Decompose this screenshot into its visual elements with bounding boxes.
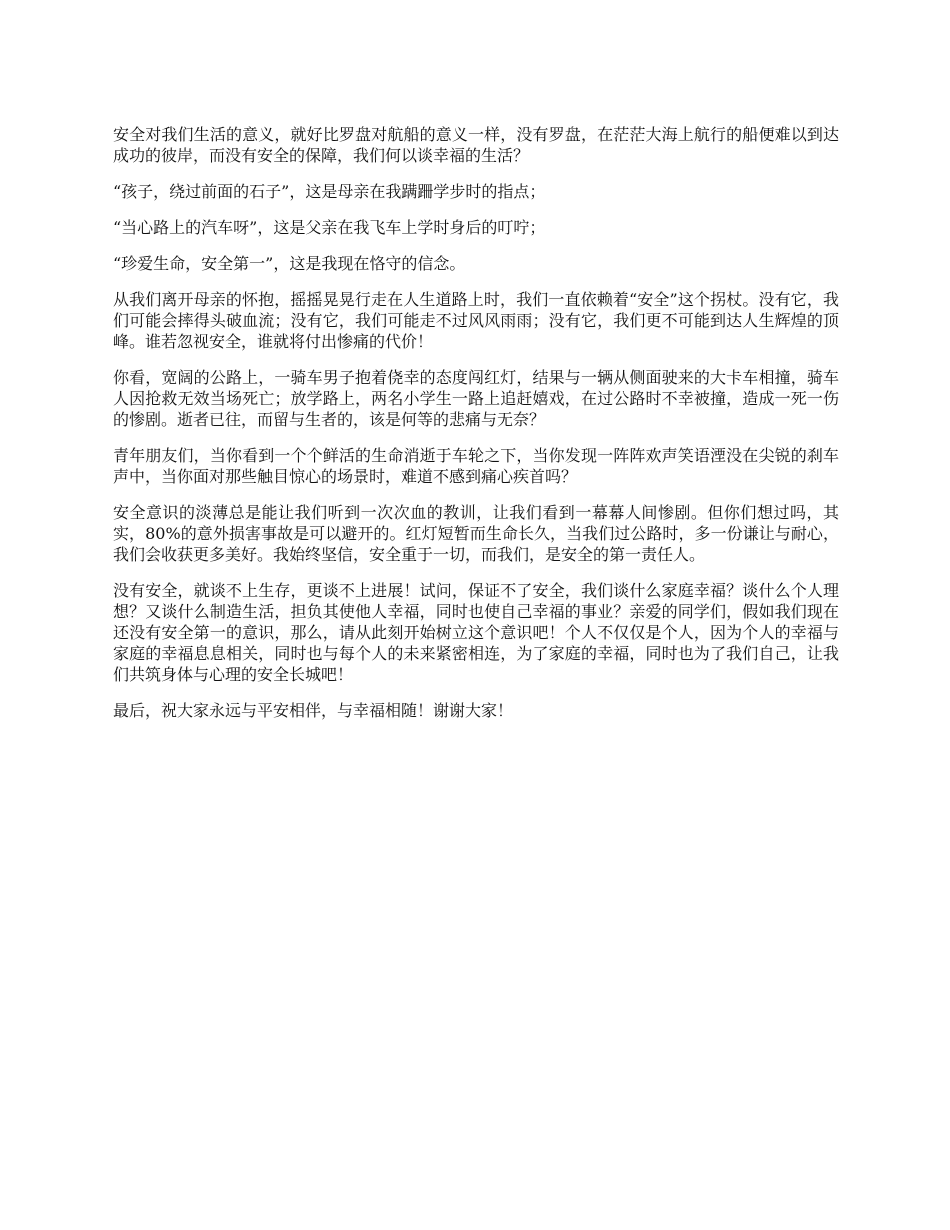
paragraph-father-quote: “当心路上的汽车呀”，这是父亲在我飞车上学时身后的叮咛； (113, 218, 546, 237)
paragraph-mother-quote: “孩子，绕过前面的石子”，这是母亲在我蹒跚学步时的指点； (113, 182, 546, 201)
paragraph-closing: 最后，祝大家永远与平安相伴，与幸福相随！谢谢大家！ (113, 701, 514, 720)
paragraph-accident-examples: 你看，宽阔的公路上，一骑车男子抱着侥幸的态度闯红灯，结果与一辆从侧面驶来的大卡车相撞，骑车人因抢救无效当场死亡；放学路上，两名小学生一路上追赶嬉戏，在过公路时不幸被撞，造成一死一伤的惨剧。逝者已往，而留与生者的，该是何等的悲痛与无奈？ (113, 368, 839, 429)
paragraph-belief-quote: “珍爱生命，安全第一”，这是我现在恪守的信念。 (113, 254, 466, 273)
paragraph-intro: 安全对我们生活的意义，就好比罗盘对航船的意义一样，没有罗盘，在茫茫大海上航行的船便难以到达成功的彼岸，而没有安全的保障，我们何以谈幸福的生活？ (113, 125, 839, 165)
paragraph-no-safety: 没有安全，就谈不上生存，更谈不上进展！试问，保证不了安全，我们谈什么家庭幸福？谈什么个人理想？又谈什么制造生活，担负其使他人幸福，同时也使自己幸福的事业？亲爱的同学们，假如我们现在还没有安全第一的意识，那么，请从此刻开始树立这个意识吧！个人不仅仅是个人，因为个人的幸福与家庭的幸福息息相关，同时也与每个人的未来紧密相连，为了家庭的幸福，同时也为了我们自己，让我们共筑身体与心理的安全长城吧！ (113, 581, 839, 684)
paragraph-safety-awareness: 安全意识的淡薄总是能让我们听到一次次血的教训，让我们看到一幕幕人间惨剧。但你们想过吗，其实，80%的意外损害事故是可以避开的。红灯短暂而生命长久，当我们过公路时，多一份谦让与耐心，我们会收获更多美好。我始终坚信，安全重于一切，而我们，是安全的第一责任人。 (113, 503, 839, 564)
document-body (113, 124, 839, 736)
paragraph-safety-crutch: 从我们离开母亲的怀抱，摇摇晃晃行走在人生道路上时，我们一直依赖着“安全”这个拐杖。没有它，我们可能会摔得头破血流；没有它，我们可能走不过风风雨雨；没有它，我们更不可能到达人生辉煌的顶峰。谁若忽视安全，谁就将付出惨痛的代价！ (113, 290, 839, 351)
paragraph-young-friends: 青年朋友们，当你看到一个个鲜活的生命消逝于车轮之下，当你发现一阵阵欢声笑语湮没在尖锐的刹车声中，当你面对那些触目惊心的场景时，难道不感到痛心疾首吗？ (113, 446, 839, 486)
